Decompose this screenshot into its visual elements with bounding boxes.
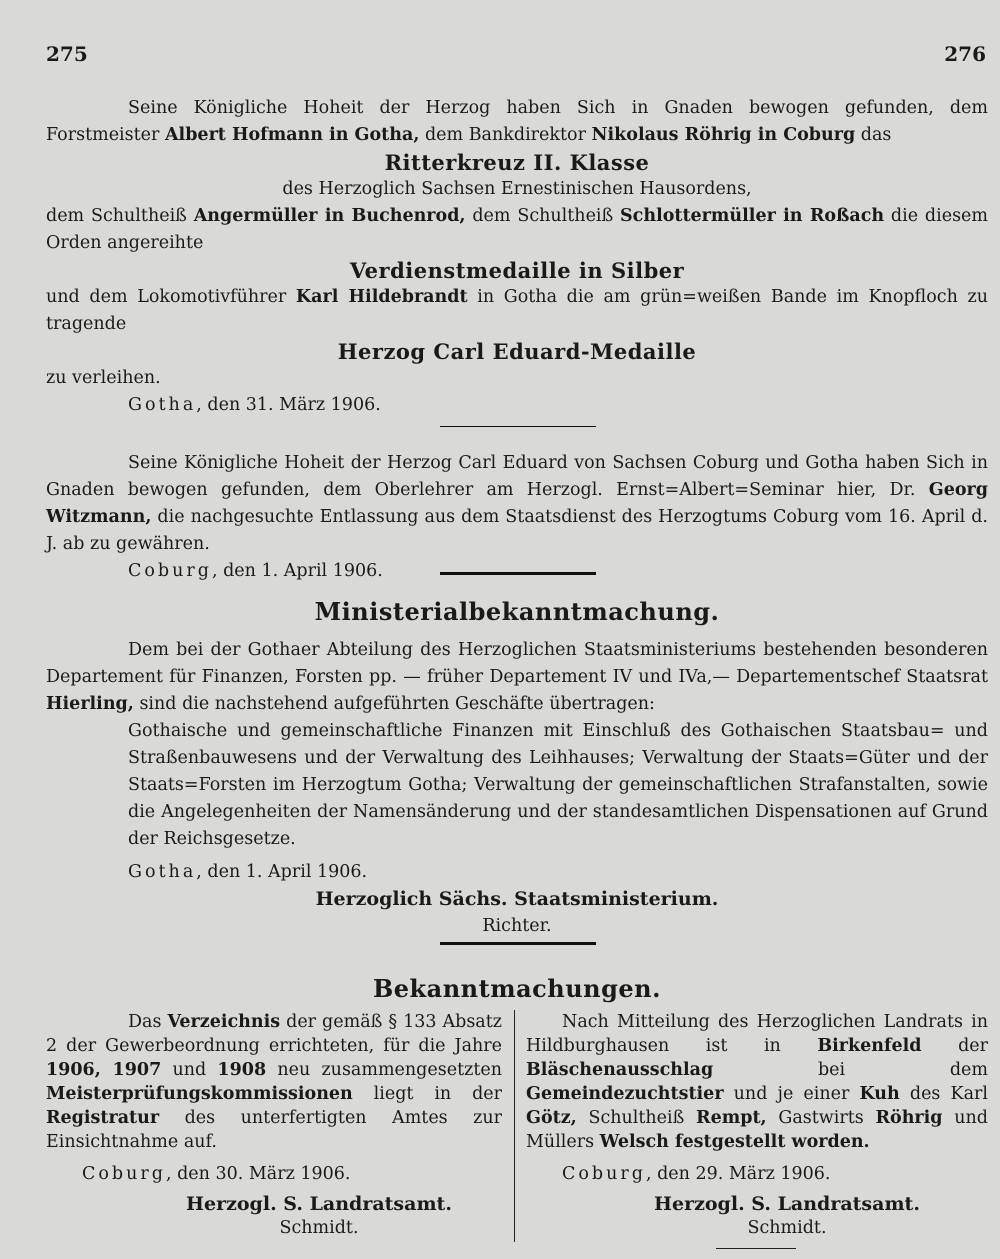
notice-right — [526, 1010, 988, 1249]
dismissal-announcement — [46, 450, 988, 585]
dateline-3: Gotha, den 1. April 1906. — [128, 862, 368, 882]
section-title-bekanntmachungen: Bekanntmachungen. — [373, 974, 661, 1003]
award-paragraph-2: dem Schultheiß Angermüller in Buchenrod, dem Schultheiß Schlottermüller in Roßach die diesem Orden angereihte — [46, 206, 989, 253]
ministerial-paragraph: Dem bei der Gothaer Abteilung des Herzoglichen Staatsministeriums bestehenden besonderen Departement für Finanzen, Forsten pp. — früher Departement IV und IVa,— Departementschef Staatsrat Hierling, sind die nachstehend aufgeführten Geschäfte übertragen: — [46, 640, 988, 714]
recipient-5: Karl Hildebrandt — [295, 287, 468, 307]
signer-name: Richter. — [482, 916, 552, 936]
authority-right: Herzogl. S. Landratsamt. — [654, 1193, 920, 1215]
notice-left — [46, 1010, 502, 1240]
duties-paragraph: Gothaische und gemeinschaftliche Finanzen mit Einschluß des Gothaischen Staatsbau= und Straßenbauwesens und der Verwaltung des Leihhauses; Verwaltung der Staats=Güter und der Staats=Forsten im Herzogtum Gotha; Verwaltung der gemeinschaftlichen Strafanstalten, sowie die Angelegenheiten der Namensänderung und der standesamtlichen Dispensationen auf Grund der Reichsgesetze. — [128, 721, 988, 849]
notice-left-text: Das Verzeichnis der gemäß § 133 Absatz 2 der Gewerbeordnung errichteten, für die Jahre 1906, 1907 und 1908 neu zusammengesetzten Meisterprüfungskommissionen liegt in der Registratur des unterfertigten Amtes zur Einsichtnahme auf. — [46, 1012, 502, 1152]
order-line: des Herzoglich Sachsen Ernestinischen Hausordens, — [282, 179, 752, 199]
divider-thick-2 — [440, 942, 596, 945]
award-paragraph-1: Seine Königliche Hoheit der Herzog haben Sich in Gnaden bewogen gefunden, dem Forstmeister Albert Hofmann in Gotha, dem Bankdirektor Nikolaus Röhrig in Coburg das — [46, 98, 988, 145]
person-name: Georg Witzmann, — [46, 480, 988, 527]
award-announcement-1 — [46, 95, 988, 419]
closing-rule — [716, 1248, 796, 1249]
divider-thick-1 — [440, 572, 596, 575]
award-title-medaille: Herzog Carl Eduard-Medaille — [337, 339, 697, 364]
recipient-3: Angermüller in Buchenrod, — [193, 206, 466, 226]
recipient-2: Nikolaus Röhrig in Coburg — [591, 125, 856, 145]
section-title-ministerial: Ministerialbekanntmachung. — [314, 597, 720, 626]
signer-left: Schmidt. — [279, 1218, 359, 1238]
signer-right: Schmidt. — [747, 1218, 827, 1238]
dateline-left: Coburg, den 30. März 1906. — [82, 1164, 351, 1184]
recipient-4: Schlottermüller in Roßach — [620, 206, 885, 226]
award-title-ritterkreuz: Ritterkreuz II. Klasse — [384, 150, 650, 175]
page-number-right: 276 — [944, 42, 986, 66]
divider-thin — [440, 426, 596, 427]
notice-right-text: Nach Mitteilung des Herzoglichen Landrats in Hildburghausen ist in Birkenfeld der Bläschenausschlag bei dem Gemeindezuchtstier und je einer Kuh des Karl Götz, Schultheiß Rempt, Gastwirts Röhrig und Müllers Welsch festgestellt worden. — [526, 1012, 988, 1152]
dateline-1: Gotha, den 31. März 1906. — [128, 395, 381, 415]
award-paragraph-3: und dem Lokomotivführer Karl Hildebrandt in Gotha die am grün=weißen Bande im Knopfloch zu tragende — [46, 287, 988, 334]
bekanntmachungen-header — [46, 975, 988, 1002]
official-name: Hierling, — [46, 694, 134, 714]
page-number-left: 275 — [46, 42, 88, 66]
recipient-1: Albert Hofmann in Gotha, — [164, 125, 420, 145]
closing-line: zu verleihen. — [46, 368, 161, 388]
column-divider — [514, 1010, 515, 1242]
dateline-right: Coburg, den 29. März 1906. — [562, 1164, 831, 1184]
authority-left: Herzogl. S. Landratsamt. — [186, 1193, 452, 1215]
dismissal-paragraph: Seine Königliche Hoheit der Herzog Carl Eduard von Sachsen Coburg und Gotha haben Sich in Gnaden bewogen gefunden, dem Oberlehrer am Herzogl. Ernst=Albert=Seminar hier, Dr. Georg Witzmann, die nachgesuchte Entlassung aus dem Staatsdienst des Herzogtums Coburg vom 16. April d. J. ab zu gewähren. — [46, 453, 988, 554]
dateline-2: Coburg, den 1. April 1906. — [128, 561, 383, 581]
award-title-verdienstmedaille: Verdienstmedaille in Silber — [349, 258, 685, 283]
ministerial-announcement — [46, 598, 988, 940]
signing-authority: Herzoglich Sächs. Staatsministerium. — [315, 888, 719, 910]
